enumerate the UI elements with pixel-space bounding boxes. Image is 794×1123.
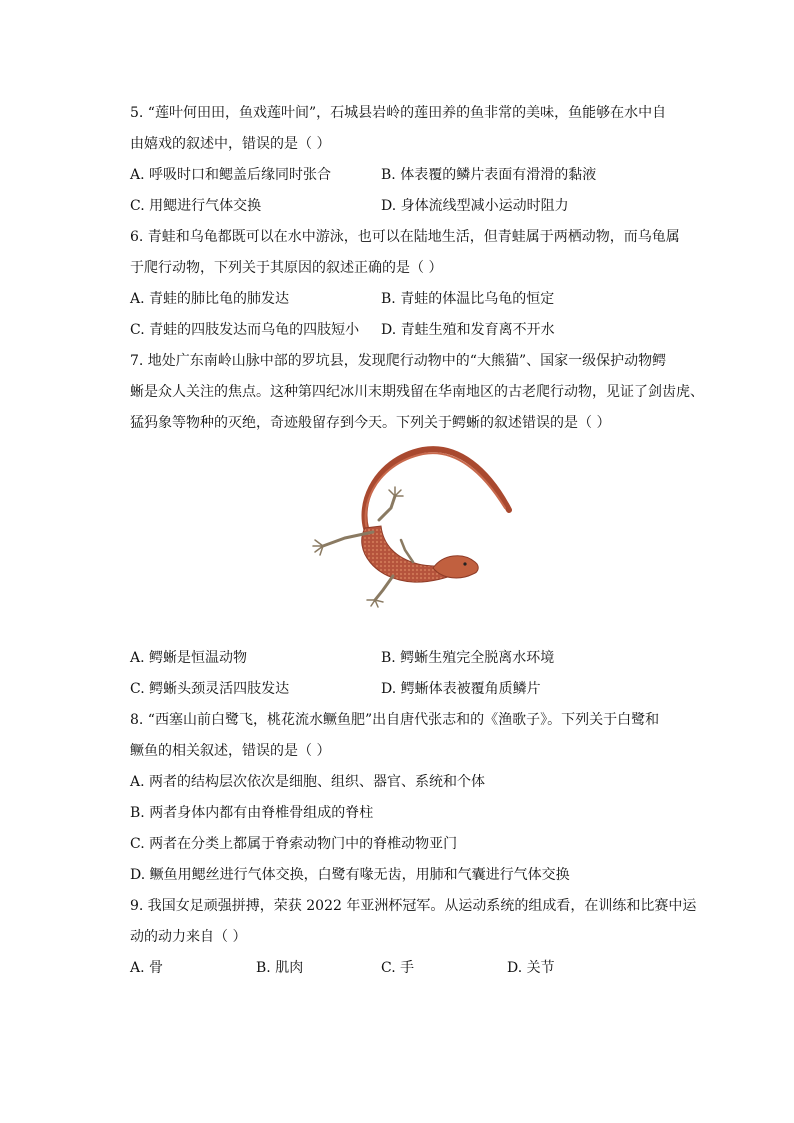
- q7-option-d[interactable]: D. 鳄蜥体表被覆角质鳞片: [381, 681, 541, 697]
- q5-stem-line1: 5. “莲叶何田田，鱼戏莲叶间”，石城县岩岭的莲田养的鱼非常的美味，鱼能够在水中自: [130, 105, 667, 121]
- q6-option-a[interactable]: A. 青蛙的肺比龟的肺发达: [130, 291, 290, 307]
- crocodile-lizard-image: [283, 440, 513, 610]
- q8-stem-line2: 鳜鱼的相关叙述，错误的是（ ）: [130, 743, 331, 759]
- q6-option-b[interactable]: B. 青蛙的体温比乌龟的恒定: [381, 291, 555, 307]
- q9-stem-line2: 动的动力来自（ ）: [130, 929, 247, 945]
- q7-option-b[interactable]: B. 鳄蜥生殖完全脱离水环境: [381, 650, 555, 666]
- lizard-illustration: [283, 440, 513, 610]
- q9-option-c[interactable]: C. 手: [381, 960, 415, 976]
- q7-stem-line3: 猛犸象等物种的灭绝，奇迹般留存到今天。下列关于鳄蜥的叙述错误的是（ ）: [130, 415, 611, 431]
- q5-option-c[interactable]: C. 用鳃进行气体交换: [130, 198, 262, 214]
- q5-option-b[interactable]: B. 体表覆的鳞片表面有滑滑的黏液: [381, 167, 597, 183]
- q9-option-d[interactable]: D. 关节: [507, 960, 555, 976]
- q6-stem-line1: 6. 青蛙和乌龟都既可以在水中游泳，也可以在陆地生活，但青蛙属于两栖动物，而乌龟属: [130, 229, 680, 245]
- q9-option-b[interactable]: B. 肌肉: [256, 960, 304, 976]
- q7-option-a[interactable]: A. 鳄蜥是恒温动物: [130, 650, 248, 666]
- q8-option-c[interactable]: C. 两者在分类上都属于脊索动物门中的脊椎动物亚门: [130, 836, 458, 852]
- q6-stem-line2: 于爬行动物，下列关于其原因的叙述正确的是（ ）: [130, 260, 443, 276]
- q7-stem-line2: 蜥是众人关注的焦点。这种第四纪冰川末期残留在华南地区的古老爬行动物，见证了剑齿虎、: [130, 384, 704, 400]
- q5-option-d[interactable]: D. 身体流线型减小运动时阻力: [381, 198, 569, 214]
- q6-option-c[interactable]: C. 青蛙的四肢发达而乌龟的四肢短小: [130, 322, 360, 338]
- q5-stem-line2: 由嬉戏的叙述中，错误的是（ ）: [130, 136, 331, 152]
- q8-stem-line1: 8. “西塞山前白鹭飞，桃花流水鳜鱼肥”出自唐代张志和的《渔歌子》。下列关于白鹭和: [130, 712, 660, 728]
- q6-option-d[interactable]: D. 青蛙生殖和发育离不开水: [381, 322, 555, 338]
- q9-stem-line1: 9. 我国女足顽强拼搏，荣获 2022 年亚洲杯冠军。从运动系统的组成看，在训练和比赛中运: [130, 898, 697, 914]
- q8-option-a[interactable]: A. 两者的结构层次依次是细胞、组织、器官、系统和个体: [130, 774, 486, 790]
- q9-option-a[interactable]: A. 骨: [130, 960, 164, 976]
- q8-option-b[interactable]: B. 两者身体内都有由脊椎骨组成的脊柱: [130, 805, 374, 821]
- q8-option-d[interactable]: D. 鳜鱼用鳃丝进行气体交换，白鹭有喙无齿，用肺和气囊进行气体交换: [130, 867, 570, 883]
- q7-option-c[interactable]: C. 鳄蜥头颈灵活四肢发达: [130, 681, 290, 697]
- q7-stem-line1: 7. 地处广东南岭山脉中部的罗坑县，发现爬行动物中的“大熊猫”、国家一级保护动物鳄: [130, 353, 667, 369]
- q5-option-a[interactable]: A. 呼吸时口和鳃盖后缘同时张合: [130, 167, 332, 183]
